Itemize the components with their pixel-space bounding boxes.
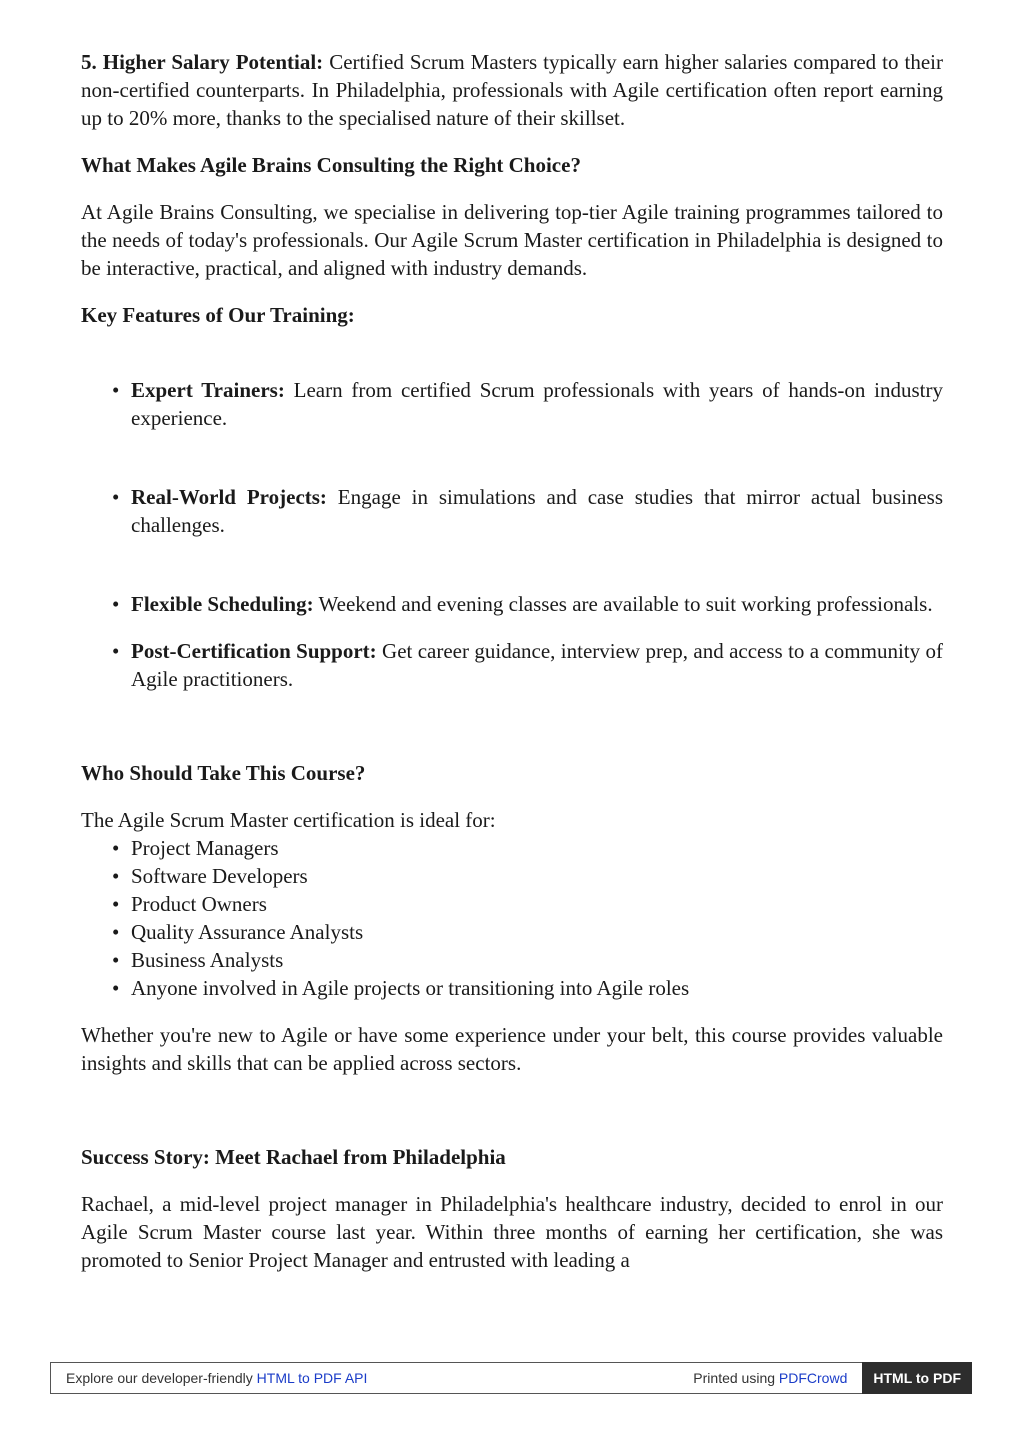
choice-heading: What Makes Agile Brains Consulting the Right Choice? <box>81 153 581 177</box>
audience-list <box>81 834 943 1002</box>
audience-item: • Software Developers <box>131 862 943 890</box>
feature-item <box>131 637 943 693</box>
story-body: Rachael, a mid-level project manager in Philadelphia's healthcare industry, decided to enrol in our Agile Scrum Master course last year. Within three months of earning her certification, she was promoted to Senior Project Manager and entrusted with leading a <box>81 1192 943 1272</box>
footer-explore-text: Explore our developer-friendly <box>66 1370 257 1386</box>
footer-printed <box>693 1370 862 1386</box>
document-body <box>81 48 943 1274</box>
audience-intro: The Agile Scrum Master certification is ideal for: <box>81 808 496 832</box>
feature-item <box>131 483 943 539</box>
footer-explore <box>51 1370 693 1386</box>
feature-item <box>131 590 943 618</box>
audience-item: • Project Managers <box>131 834 943 862</box>
footer-printed-text: Printed using <box>693 1370 779 1386</box>
features-list <box>81 376 943 432</box>
pdfcrowd-footer <box>50 1362 972 1394</box>
feature-label: Flexible Scheduling: <box>131 592 314 616</box>
audience-item: • Business Analysts <box>131 946 943 974</box>
features-list <box>81 590 943 618</box>
html-to-pdf-button[interactable]: HTML to PDF <box>862 1362 972 1394</box>
benefit-paragraph <box>81 48 943 132</box>
benefit-label: 5. Higher Salary Potential: <box>81 50 324 74</box>
html-to-pdf-api-link[interactable]: HTML to PDF API <box>256 1370 368 1386</box>
audience-item: • Anyone involved in Agile projects or transitioning into Agile roles <box>131 974 943 1002</box>
feature-text: Weekend and evening classes are available to suit working professionals. <box>313 592 933 616</box>
audience-heading: Who Should Take This Course? <box>81 761 366 785</box>
benefit-text: Certified Scrum Masters typically earn higher salaries compared to their non-certified counterparts. In Philadelphia, professionals with Agile certification often report earning up to 20% more, thanks to the specialised nature of their skillset. <box>81 50 944 130</box>
feature-item <box>131 376 943 432</box>
feature-label: Post-Certification Support: <box>131 639 377 663</box>
audience-item: • Quality Assurance Analysts <box>131 918 943 946</box>
story-heading: Success Story: Meet Rachael from Philadelphia <box>81 1145 506 1169</box>
audience-closing: Whether you're new to Agile or have some experience under your belt, this course provides valuable insights and skills that can be applied across sectors. <box>81 1023 943 1075</box>
feature-text: Engage in simulations and case studies that mirror actual business challenges. <box>131 485 943 537</box>
feature-label: Real-World Projects: <box>131 485 327 509</box>
audience-item: • Product Owners <box>131 890 943 918</box>
choice-body: At Agile Brains Consulting, we specialise in delivering top-tier Agile training programmes tailored to the needs of today's professionals. Our Agile Scrum Master certification in Philadelphia is designed to be interactive, practical, and aligned with industry demands. <box>81 200 943 280</box>
feature-text: Learn from certified Scrum professionals with years of hands-on industry experience. <box>131 378 944 430</box>
features-heading: Key Features of Our Training: <box>81 303 355 327</box>
feature-label: Expert Trainers: <box>131 378 285 402</box>
feature-text: Get career guidance, interview prep, and access to a community of Agile practitioners. <box>131 639 943 691</box>
features-list <box>81 637 943 693</box>
pdfcrowd-link[interactable]: PDFCrowd <box>778 1370 848 1386</box>
features-list <box>81 483 943 539</box>
